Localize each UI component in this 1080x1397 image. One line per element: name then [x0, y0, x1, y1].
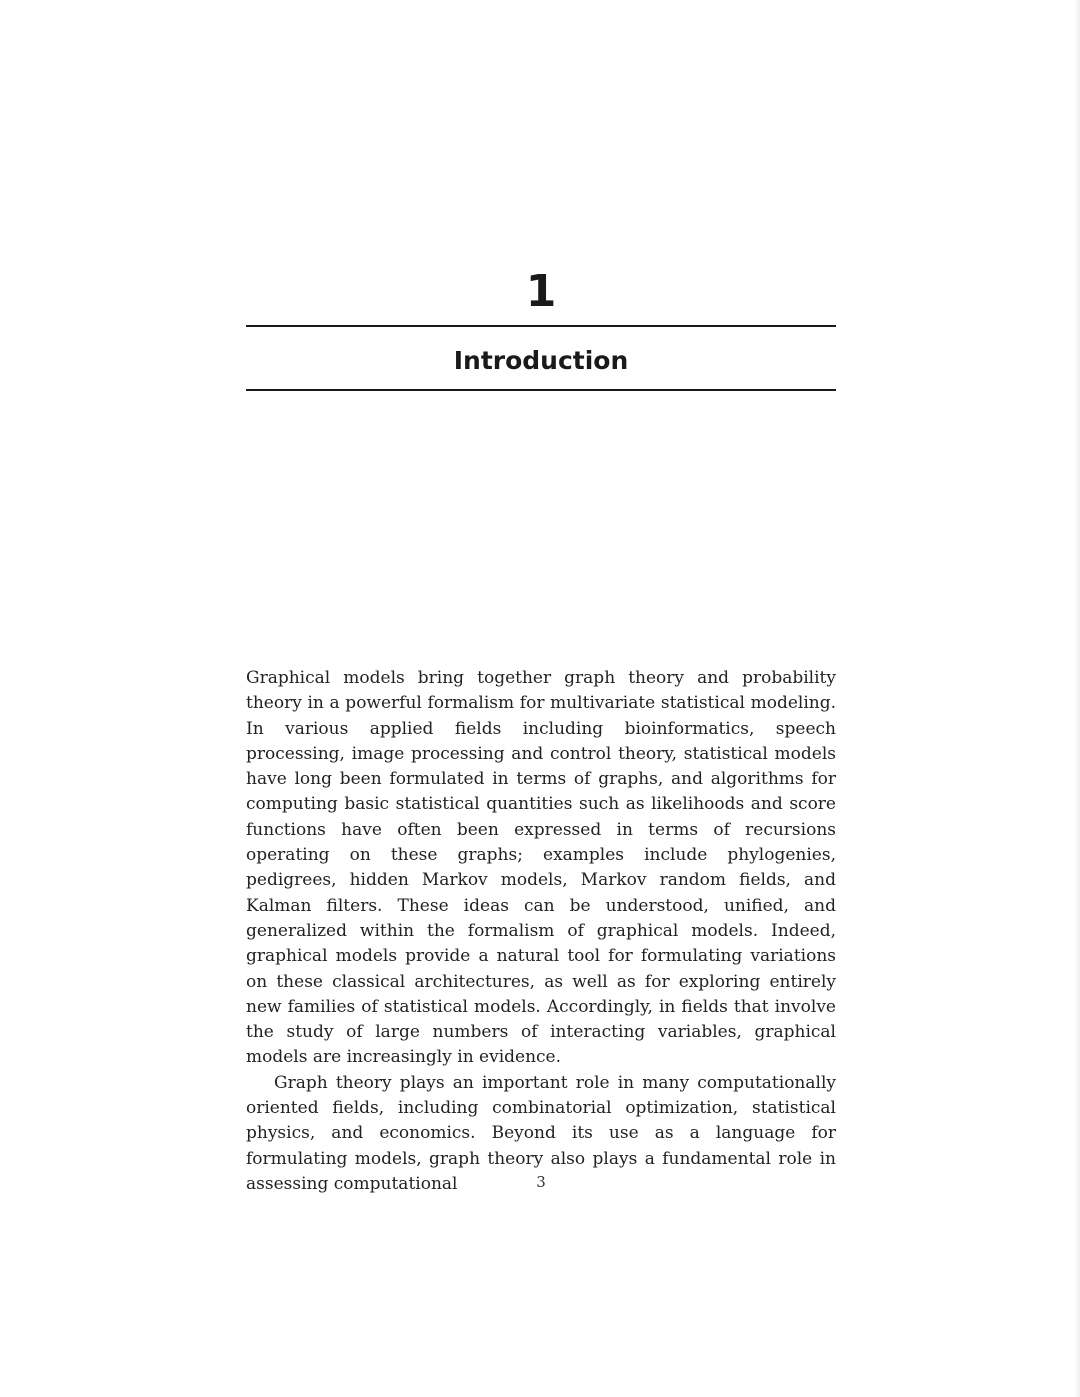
- paragraph: Graph theory plays an important role in many computationally oriented fields, including combinatorial optimization, statistical physics, and economics. Beyond its use as a language for formulating models, graph theory also plays a fundamental role in assessing computational: [246, 1072, 836, 1194]
- page-number: 3: [536, 1173, 546, 1191]
- chapter-number: 1: [525, 266, 557, 317]
- chapter-rule-bottom: [246, 389, 836, 391]
- page-edge-shadow: [1074, 0, 1080, 1397]
- chapter-rule-top: [246, 325, 836, 327]
- paragraph: Graphical models bring together graph theory and probability theory in a powerful formalism for multivariate statistical modeling. In various applied fields including bioinformatics, speech processing, image processing and control theory, statistical models have long been formulated in terms of graphs, and algorithms for computing basic statistical quantities such as likelihoods and score functions have often been expressed in terms of recursions operating on these graphs; examples include phylogenies, pedigrees, hidden Markov models, Markov random fields, and Kalman filters. These ideas can be understood, unified, and generalized within the formalism of graphical models. Indeed, graphical models provide a natural tool for formulating variations on these classical architectures, as well as for exploring entirely new families of statistical models. Accordingly, in fields that involve the study of large numbers of interacting variables, graphical models are increasingly in evidence.: [246, 668, 836, 1068]
- body-text: [246, 666, 836, 1197]
- chapter-title: Introduction: [453, 346, 629, 375]
